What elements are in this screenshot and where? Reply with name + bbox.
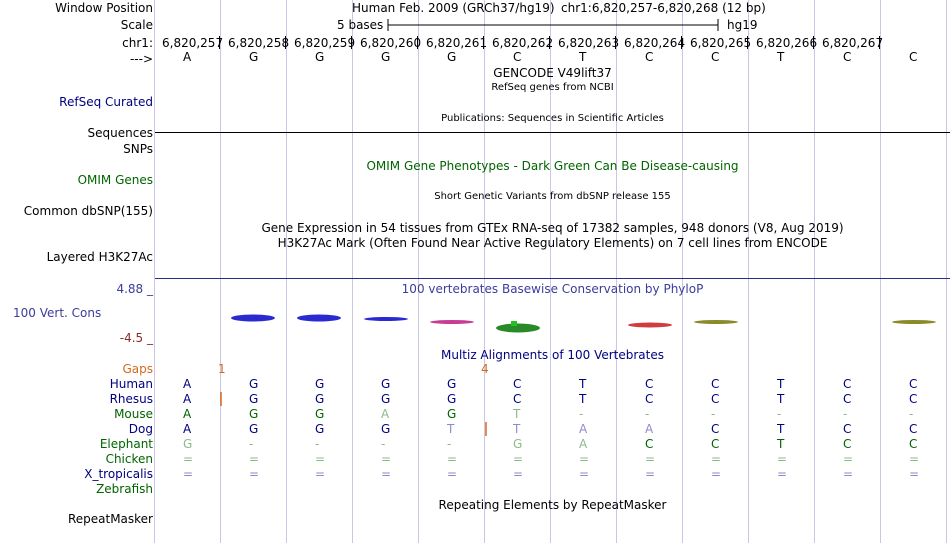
phylop-track-title[interactable]: 100 vertebrates Basewise Conservation by PhyloP bbox=[401, 282, 704, 296]
cons-max-label: 4.88 _ bbox=[116, 282, 153, 296]
base-letter: C bbox=[711, 50, 720, 64]
aligned-base: = bbox=[711, 467, 722, 481]
aligned-base: G bbox=[513, 437, 523, 451]
aligned-base: G bbox=[183, 437, 193, 451]
gap-mark: 4 bbox=[481, 362, 489, 376]
sequences-track-label[interactable]: Sequences bbox=[87, 126, 153, 140]
species-label[interactable]: Zebrafish bbox=[96, 482, 153, 496]
aligned-base: = bbox=[909, 452, 920, 466]
aligned-base: G bbox=[315, 422, 325, 436]
aligned-base: C bbox=[645, 392, 654, 406]
aligned-base: = bbox=[447, 452, 458, 466]
cons-track-label[interactable]: 100 Vert. Cons bbox=[13, 306, 102, 320]
coord-label: 6,820,257 bbox=[162, 36, 224, 50]
aligned-base: = bbox=[843, 467, 854, 481]
aligned-base: G bbox=[447, 407, 457, 421]
conservation-mark bbox=[430, 320, 474, 324]
aligned-base: - bbox=[579, 407, 584, 421]
aligned-base: = bbox=[249, 467, 260, 481]
conservation-mark bbox=[892, 320, 936, 324]
repeatmasker-track-title[interactable]: Repeating Elements by RepeatMasker bbox=[438, 498, 667, 512]
species-label[interactable]: Rhesus bbox=[109, 392, 153, 406]
aligned-base: = bbox=[579, 452, 590, 466]
scale-bar-text: 5 bases bbox=[337, 18, 384, 32]
omim-track-label[interactable]: OMIM Genes bbox=[77, 173, 153, 187]
species-label[interactable]: Dog bbox=[128, 422, 153, 436]
coord-label: 6,820,260 bbox=[360, 36, 422, 50]
snps-track-label[interactable]: SNPs bbox=[123, 142, 153, 156]
aligned-base: T bbox=[777, 437, 785, 451]
h3k27ac-track-title[interactable]: H3K27Ac Mark (Often Found Near Active Regulatory Elements) on 7 cell lines from ENCODE bbox=[277, 236, 828, 250]
aligned-base: C bbox=[909, 422, 918, 436]
assembly-title: Human Feb. 2009 (GRCh37/hg19) bbox=[352, 1, 555, 15]
aligned-base: C bbox=[711, 392, 720, 406]
gtex-track-title[interactable]: Gene Expression in 54 tissues from GTEx RNA-seq of 17382 samples, 948 donors (V8, Aug 2019) bbox=[261, 221, 844, 235]
aligned-base: - bbox=[645, 407, 650, 421]
coord-label: 6,820,263 bbox=[558, 36, 620, 50]
species-label[interactable]: Elephant bbox=[99, 437, 153, 451]
aligned-base: = bbox=[777, 452, 788, 466]
aligned-base: C bbox=[909, 392, 918, 406]
aligned-base: C bbox=[909, 437, 918, 451]
aligned-base: = bbox=[843, 452, 854, 466]
base-letter: T bbox=[579, 50, 587, 64]
aligned-base: A bbox=[579, 422, 588, 436]
publications-track-title[interactable]: Publications: Sequences in Scientific Articles bbox=[441, 113, 664, 124]
window-position-value[interactable]: chr1:6,820,257-6,820,268 (12 bp) bbox=[561, 1, 766, 15]
cons-min-label: -4.5 _ bbox=[119, 331, 153, 345]
species-label[interactable]: X_tropicalis bbox=[84, 467, 153, 481]
aligned-base: - bbox=[843, 407, 848, 421]
aligned-base: C bbox=[711, 422, 720, 436]
base-letter: G bbox=[249, 50, 259, 64]
aligned-base: T bbox=[447, 422, 455, 436]
base-letter: C bbox=[513, 50, 522, 64]
aligned-base: = bbox=[315, 467, 326, 481]
conservation-mark bbox=[694, 320, 738, 324]
coord-label: 6,820,261 bbox=[426, 36, 488, 50]
coord-label: 6,820,259 bbox=[294, 36, 356, 50]
conservation-mark bbox=[231, 315, 275, 322]
aligned-base: = bbox=[513, 452, 524, 466]
aligned-base: C bbox=[513, 392, 522, 406]
aligned-base: - bbox=[711, 407, 716, 421]
gaps-track-label[interactable]: Gaps bbox=[122, 362, 153, 376]
conservation-mark bbox=[364, 317, 408, 321]
aligned-base: = bbox=[909, 467, 920, 481]
aligned-base: G bbox=[381, 377, 391, 391]
aligned-base: = bbox=[447, 467, 458, 481]
coord-label: 6,820,262 bbox=[492, 36, 554, 50]
dbsnp-track-label[interactable]: Common dbSNP(155) bbox=[23, 204, 153, 218]
aligned-base: T bbox=[777, 392, 785, 406]
scale-label: Scale bbox=[120, 18, 153, 32]
aligned-base: A bbox=[579, 437, 588, 451]
base-letter: T bbox=[777, 50, 785, 64]
aligned-base: G bbox=[381, 422, 391, 436]
aligned-base: C bbox=[843, 437, 852, 451]
aligned-base: = bbox=[315, 452, 326, 466]
aligned-base: - bbox=[777, 407, 782, 421]
aligned-base: = bbox=[777, 467, 788, 481]
aligned-base: G bbox=[315, 407, 325, 421]
aligned-base: = bbox=[711, 452, 722, 466]
h3k27ac-track-label[interactable]: Layered H3K27Ac bbox=[46, 250, 153, 264]
coord-label: 6,820,265 bbox=[690, 36, 752, 50]
aligned-base: - bbox=[447, 437, 452, 451]
gencode-track-title[interactable]: GENCODE V49lift37 bbox=[493, 66, 612, 80]
aligned-base: T bbox=[513, 422, 521, 436]
gap-mark: 1 bbox=[218, 362, 226, 376]
species-label[interactable]: Chicken bbox=[105, 452, 153, 466]
aligned-base: T bbox=[579, 392, 587, 406]
aligned-base: C bbox=[711, 437, 720, 451]
strand-arrow[interactable]: ---> bbox=[129, 52, 153, 66]
aligned-base: T bbox=[579, 377, 587, 391]
base-letter: C bbox=[645, 50, 654, 64]
species-label[interactable]: Mouse bbox=[114, 407, 153, 421]
aligned-base: A bbox=[183, 377, 192, 391]
base-letter: A bbox=[183, 50, 192, 64]
aligned-base: T bbox=[513, 407, 521, 421]
base-letter: C bbox=[843, 50, 852, 64]
base-letter: G bbox=[447, 50, 457, 64]
aligned-base: = bbox=[249, 452, 260, 466]
aligned-base: A bbox=[645, 422, 654, 436]
aligned-base: C bbox=[645, 377, 654, 391]
aligned-base: = bbox=[513, 467, 524, 481]
conservation-mark bbox=[297, 315, 341, 322]
aligned-base: = bbox=[645, 467, 656, 481]
aligned-base: C bbox=[711, 377, 720, 391]
aligned-base: A bbox=[183, 422, 192, 436]
repeatmasker-track-label[interactable]: RepeatMasker bbox=[67, 512, 153, 526]
aligned-base: G bbox=[249, 407, 259, 421]
aligned-base: G bbox=[381, 392, 391, 406]
aligned-base: - bbox=[249, 437, 254, 451]
aligned-base: - bbox=[315, 437, 320, 451]
dbsnp-track-title[interactable]: Short Genetic Variants from dbSNP release 155 bbox=[434, 191, 671, 202]
aligned-base: T bbox=[777, 377, 785, 391]
conservation-mark bbox=[628, 323, 672, 328]
aligned-base: = bbox=[579, 467, 590, 481]
aligned-base: - bbox=[381, 437, 386, 451]
aligned-base: C bbox=[843, 392, 852, 406]
chrom-label: chr1: bbox=[122, 36, 153, 50]
aligned-base: A bbox=[381, 407, 390, 421]
aligned-base: = bbox=[381, 452, 392, 466]
aligned-base: G bbox=[249, 422, 259, 436]
omim-track-title[interactable]: OMIM Gene Phenotypes - Dark Green Can Be Disease-causing bbox=[366, 159, 739, 173]
base-letter: C bbox=[909, 50, 918, 64]
aligned-base: = bbox=[183, 467, 194, 481]
aligned-base: G bbox=[249, 377, 259, 391]
aligned-base: G bbox=[315, 377, 325, 391]
coord-label: 6,820,266 bbox=[756, 36, 818, 50]
scale-db-text: hg19 bbox=[727, 18, 758, 32]
aligned-base: C bbox=[909, 377, 918, 391]
base-letter: G bbox=[315, 50, 325, 64]
aligned-base: = bbox=[645, 452, 656, 466]
aligned-base: C bbox=[645, 437, 654, 451]
aligned-base: C bbox=[843, 422, 852, 436]
aligned-base: T bbox=[777, 422, 785, 436]
aligned-base: G bbox=[249, 392, 259, 406]
coord-label: 6,820,267 bbox=[822, 36, 884, 50]
conservation-mark bbox=[511, 321, 517, 326]
refseq-track-title[interactable]: RefSeq genes from NCBI bbox=[491, 82, 614, 93]
species-label[interactable]: Human bbox=[109, 377, 153, 391]
window-position-label: Window Position bbox=[55, 1, 153, 15]
aligned-base: A bbox=[183, 392, 192, 406]
aligned-base: - bbox=[909, 407, 914, 421]
aligned-base: G bbox=[315, 392, 325, 406]
aligned-base: G bbox=[447, 392, 457, 406]
aligned-base: G bbox=[447, 377, 457, 391]
multiz-track-title[interactable]: Multiz Alignments of 100 Vertebrates bbox=[440, 348, 665, 362]
aligned-base: C bbox=[513, 377, 522, 391]
aligned-base: A bbox=[183, 407, 192, 421]
refseq-track-label[interactable]: RefSeq Curated bbox=[59, 95, 153, 109]
base-letter: G bbox=[381, 50, 391, 64]
coord-label: 6,820,264 bbox=[624, 36, 686, 50]
conservation-mark bbox=[496, 324, 540, 333]
aligned-base: = bbox=[183, 452, 194, 466]
coord-label: 6,820,258 bbox=[228, 36, 290, 50]
aligned-base: C bbox=[843, 377, 852, 391]
aligned-base: = bbox=[381, 467, 392, 481]
